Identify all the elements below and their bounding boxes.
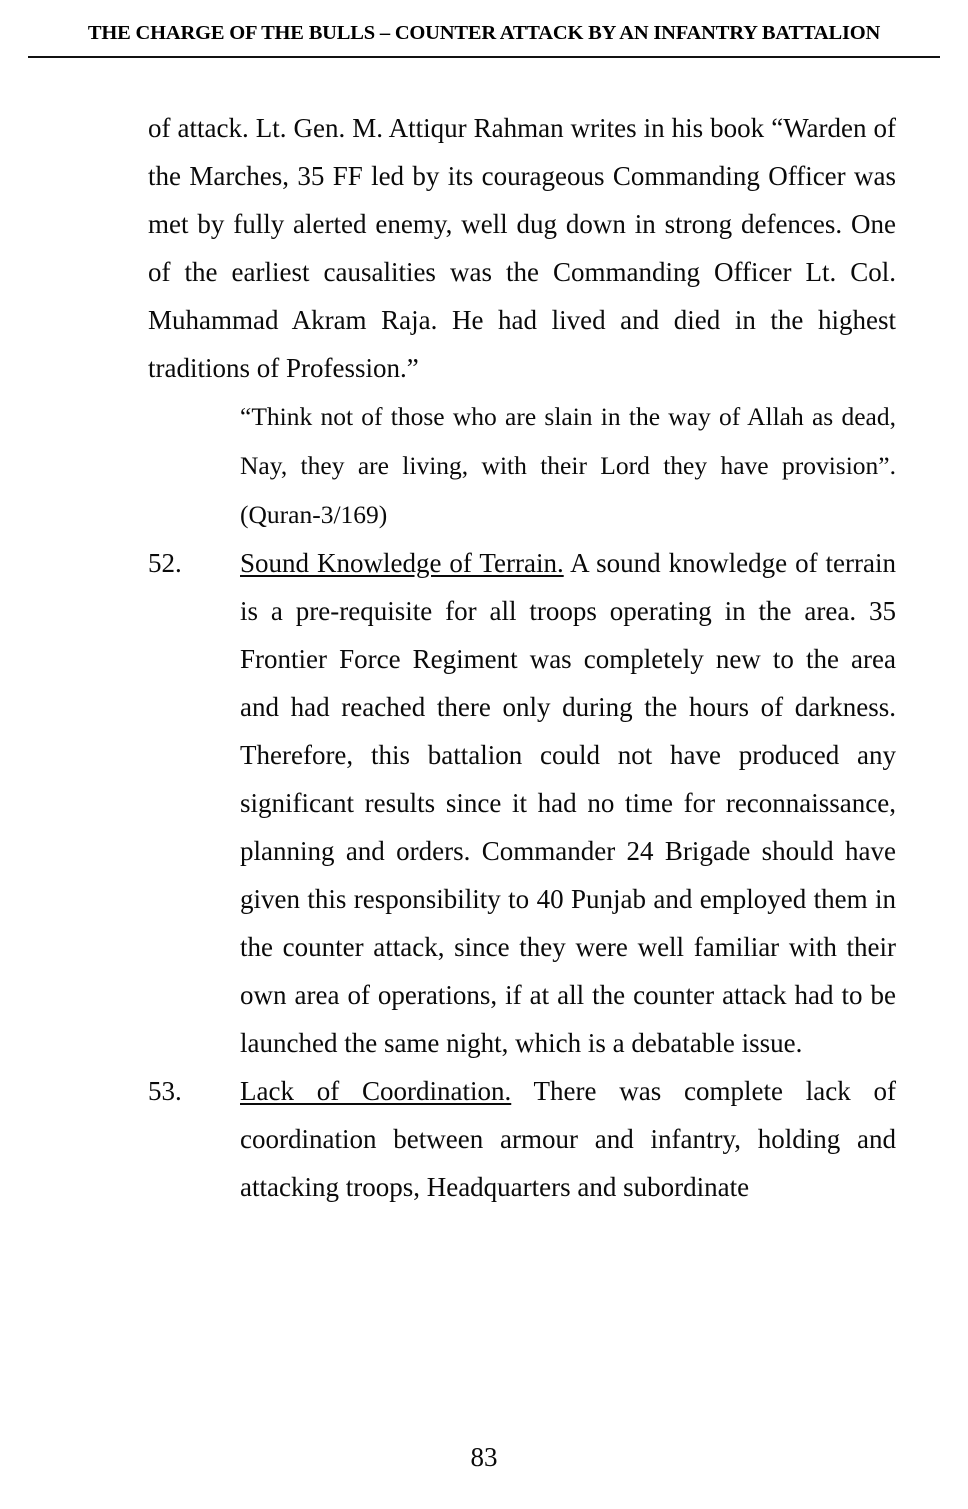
paragraph-continued: of attack. Lt. Gen. M. Attiqur Rahman writes in his book “Warden of the Marches, 35 FF led by its courageous Commanding Officer was met by fully alerted enemy, well dug down in strong defences. One of the earliest causalities was the Commanding Officer Lt. Col. Muhammad Akram Raja. He had lived and died in the highest traditions of Profession.” <box>148 113 896 383</box>
page-number: 83 <box>470 1442 498 1472</box>
item-text: There was complete lack of coordination between armour and infantry, holding and attacking troops, Headquarters and subordinate <box>240 1076 896 1202</box>
numbered-item <box>148 539 896 1067</box>
header-divider <box>28 56 940 58</box>
numbered-item <box>148 1067 896 1211</box>
item-body <box>240 1067 896 1211</box>
item-lead-in: Lack of Coordination. <box>240 1076 512 1106</box>
page-body <box>148 104 896 1211</box>
item-text: A sound knowledge of terrain is a pre-requisite for all troops operating in the area. 35 Frontier Force Regiment was completely new to the area and had reached there only during the hours of darkness. Therefore, this battalion could not have produced any significant results since it had no time for reconnaissance, planning and orders. Commander 24 Brigade should have given this responsibility to 40 Punjab and employed them in the counter attack, since they were well familiar with their own area of operations, if at all the counter attack had to be launched the same night, which is a debatable issue. <box>240 548 896 1058</box>
running-header: THE CHARGE OF THE BULLS – COUNTER ATTACK BY AN INFANTRY BATTALION <box>87 22 881 44</box>
quotation-block: “Think not of those who are slain in the way of Allah as dead, Nay, they are living, with their Lord they have provision”. (Quran-3/169) <box>240 402 896 529</box>
item-number: 52. <box>148 548 182 578</box>
item-number: 53. <box>148 1076 182 1106</box>
item-body <box>240 539 896 1067</box>
item-lead-in: Sound Knowledge of Terrain. <box>240 548 564 578</box>
